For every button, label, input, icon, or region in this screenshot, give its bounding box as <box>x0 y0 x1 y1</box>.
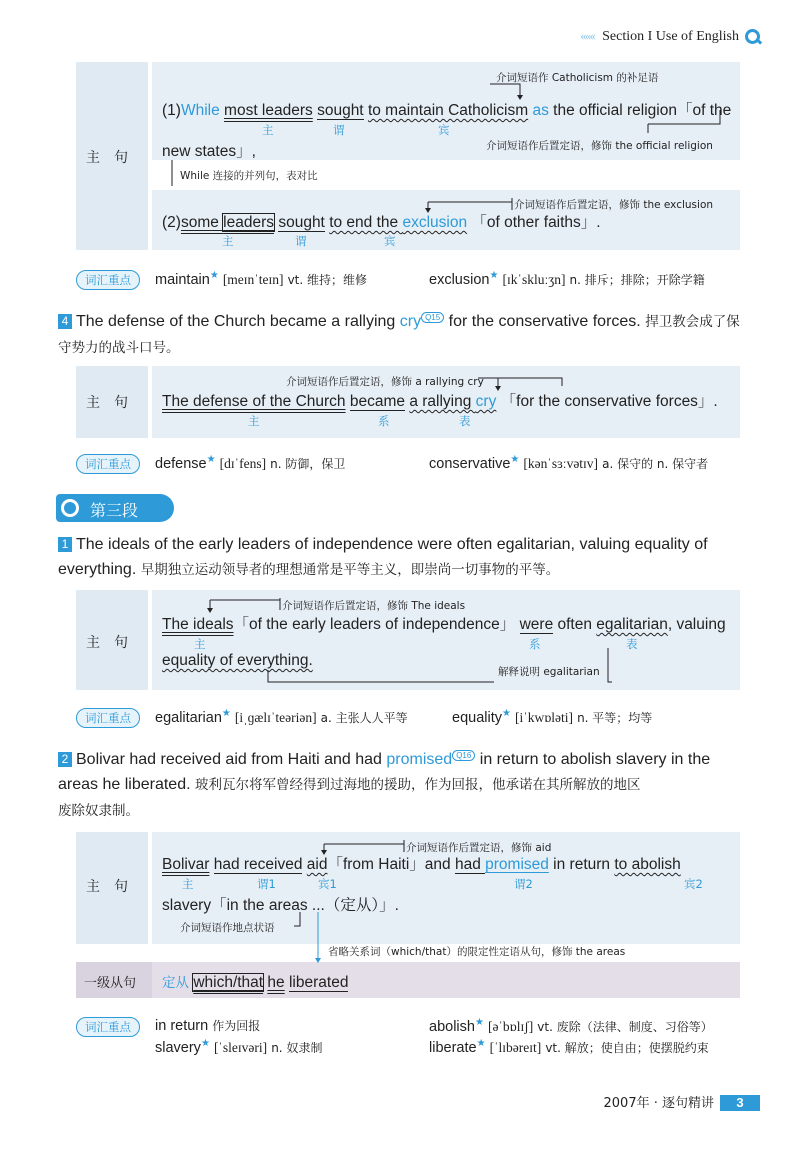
sentence-number: 1 <box>58 537 72 552</box>
note-exclusion: 介词短语作后置定语，修饰 the exclusion <box>514 199 714 211</box>
vocab-entry-slavery: slavery★ [ˈsleɪvəri] n. 奴隶制 <box>155 1038 323 1056</box>
question-tag: Q16 <box>452 750 475 761</box>
sentence-block3-line2: equality of everything. <box>162 652 313 669</box>
subclause-sentence: 定从 which/that he liberated <box>162 974 349 991</box>
paragraph-sentence-4: 4 The defense of the Church became a rallying cry Q15 for the conservative forces. 捍卫教会成了保守势力的战斗口号。 <box>58 312 740 356</box>
vocab-tag: 词汇重点 <box>76 454 140 474</box>
clause-label: 主 句 <box>86 395 128 411</box>
footer-text: 2007年 · 逐句精讲 <box>603 1096 714 1111</box>
subclause-label: 一级从句 <box>84 976 137 991</box>
paragraph-3-sentence-2: 2 Bolivar had received aid from Haiti and had promised Q16 in return to abolish slavery in the areas he liberated. 玻利瓦尔将军曾经得到过海地的援助，作为回报，他承诺在其所解放的地区 废除奴隶制。 <box>58 750 711 819</box>
gram-object-1: 宾1 <box>318 877 337 891</box>
section-header <box>56 494 174 522</box>
star-icon: ★ <box>209 270 219 281</box>
gram-subject: 主 <box>194 637 206 651</box>
vocab-entry-egalitarian: egalitarian★ [iˌɡælɪˈteəriən] a. 主张人人平等 <box>155 708 408 726</box>
vocab-tag: 词汇重点 <box>76 1017 140 1037</box>
vocab-entry-exclusion: exclusion★ [ɪkˈskluːʒn] n. 排斥；排除；开除学籍 <box>429 270 705 288</box>
gram-verb-1: 谓1 <box>257 877 276 891</box>
vocab-tag: 词汇重点 <box>76 708 140 728</box>
running-header <box>340 28 760 48</box>
gram-object-2: 宾 <box>384 234 396 248</box>
gram-subject: 主 <box>182 877 194 891</box>
sentence-line-3: (2)some leaders sought to end the exclusion 「of other faiths」. <box>162 214 601 231</box>
gram-verb-2: 谓2 <box>514 877 533 891</box>
gram-verb-2: 谓 <box>295 234 307 248</box>
gram-subject: 主 <box>262 123 274 137</box>
header-title: Section I Use of English <box>602 29 739 44</box>
gram-object: 表 <box>626 637 638 651</box>
clause-label: 主 句 <box>86 635 128 651</box>
page-number: 3 <box>720 1095 760 1111</box>
star-icon: ★ <box>510 454 520 465</box>
note-adverbial: 介词短语作地点状语 <box>180 922 275 934</box>
star-icon: ★ <box>501 708 511 719</box>
star-icon: ★ <box>200 1038 210 1049</box>
question-tag: Q15 <box>421 312 444 323</box>
vocab-entry-in-return: in return 作为回报 <box>155 1018 261 1034</box>
sentence-line-2: new states」, <box>162 143 256 160</box>
star-icon: ★ <box>221 708 231 719</box>
sentence-block2: The defense of the Church became a rallying cry 「for the conservative forces」. <box>162 393 718 410</box>
gram-verb: 系 <box>529 637 541 651</box>
sentence-block4-line1: Bolivar had received aid「from Haiti」and had promised in return to abolish <box>162 856 681 873</box>
sentence-block3-line1: The ideals「of the early leaders of independence」 were often egalitarian, valuing <box>162 616 726 633</box>
note-omitted-relative: 省略关系词（which/that）的限定性定语从句，修饰 the areas <box>328 946 626 958</box>
vocab-entry-abolish: abolish★ [əˈbɒlɪʃ] vt. 废除（法律、制度、习俗等） <box>429 1017 713 1035</box>
vocab-entry-liberate: liberate★ [ˈlɪbəreɪt] vt. 解放；使自由；使摆脱约束 <box>429 1038 709 1056</box>
gram-object: 宾 <box>438 123 450 137</box>
vocab-entry-conservative: conservative★ [kənˈsɜːvətɪv] a. 保守的 n. 保守者 <box>429 454 709 472</box>
note-complement: 介词短语作 Catholicism 的补足语 <box>496 72 659 84</box>
star-icon: ★ <box>476 1038 486 1049</box>
sentence-line-1: (1)While most leaders sought to maintain Catholicism as the official religion「of the <box>162 102 732 119</box>
vocab-entry-maintain: maintain★ [meɪnˈteɪn] vt. 维持；维修 <box>155 270 368 288</box>
clause-label: 主 句 <box>86 879 128 895</box>
clause-label: 主 句 <box>86 150 128 166</box>
star-icon: ★ <box>489 270 499 281</box>
search-icon <box>61 499 79 517</box>
note-postmodifier: 介词短语作后置定语，修饰 the official religion <box>486 140 713 152</box>
gram-object: 表 <box>459 414 471 428</box>
search-icon <box>745 29 760 44</box>
paragraph-3-sentence-1: 1 The ideals of the early leaders of independence were often egalitarian, valuing equality of everything. 早期独立运动领导者的理想通常是平等主义，即崇尚一切事物的平等。 <box>58 536 708 578</box>
gram-subject: 主 <box>248 414 260 428</box>
star-icon: ★ <box>206 454 216 465</box>
page-footer <box>460 1092 760 1114</box>
note-aid: 介词短语作后置定语，修饰 aid <box>406 842 552 854</box>
section-title: 第三段 <box>90 501 139 520</box>
gram-verb: 系 <box>378 414 390 428</box>
note-explain: 解释说明 egalitarian <box>498 666 600 678</box>
vocab-entry-equality: equality★ [iˈkwɒləti] n. 平等；均等 <box>452 708 653 726</box>
sentence-number: 2 <box>58 752 72 767</box>
gram-verb: 谓 <box>333 123 345 137</box>
vocab-entry-defense: defense★ [dɪˈfens] n. 防御，保卫 <box>155 454 346 472</box>
sentence-block4-line2: slavery「in the areas ...（定从）」. <box>162 897 399 914</box>
gram-subject-2: 主 <box>222 234 234 248</box>
chevrons: ‹‹‹‹‹‹ <box>580 28 595 43</box>
note-ideals: 介词短语作后置定语，修饰 The ideals <box>282 600 466 612</box>
note-while: While 连接的并列句，表对比 <box>180 170 318 182</box>
star-icon: ★ <box>474 1017 484 1028</box>
vocab-tag: 词汇重点 <box>76 270 140 290</box>
gram-object-2: 宾2 <box>684 877 703 891</box>
note-rallying-cry: 介词短语作后置定语，修饰 a rallying cry <box>286 376 484 388</box>
sentence-number: 4 <box>58 314 72 329</box>
